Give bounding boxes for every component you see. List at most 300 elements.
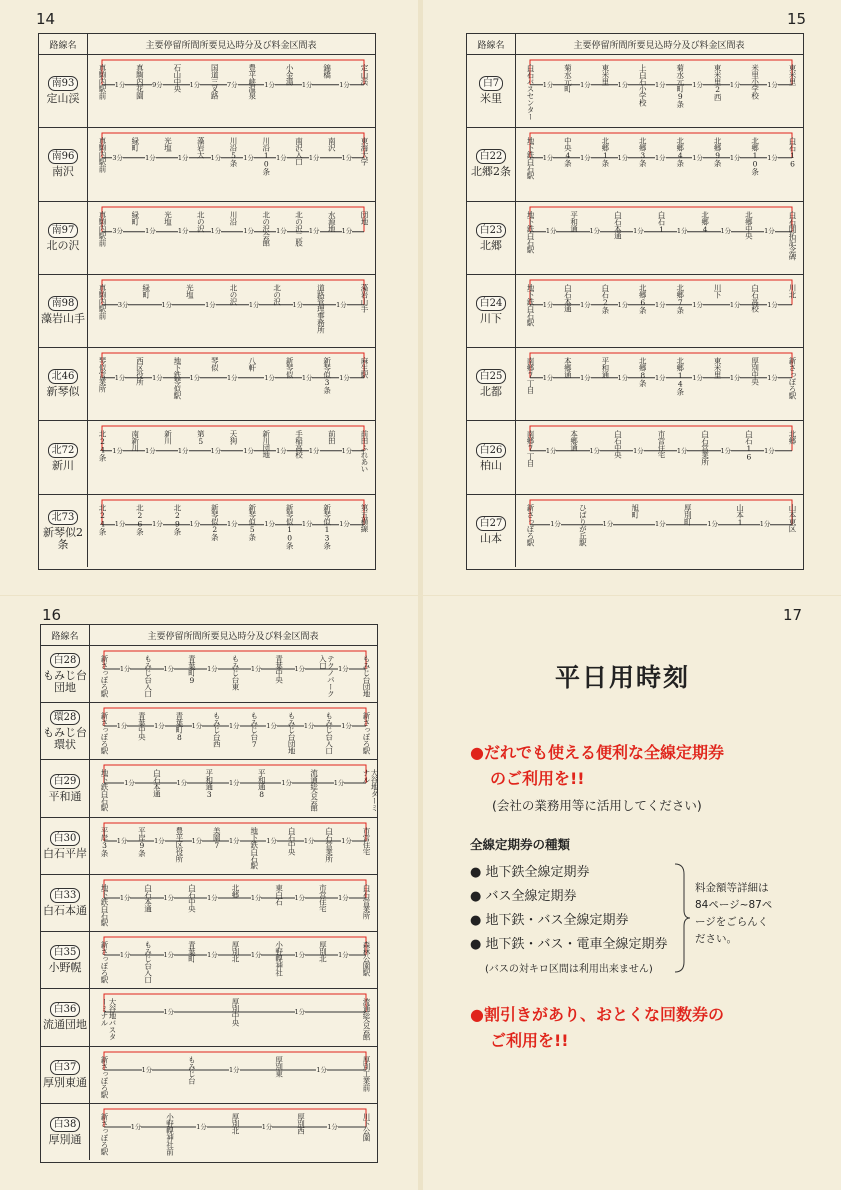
station-name: 光塩 — [163, 210, 173, 225]
page-number: 17 — [783, 606, 803, 624]
station-name: 真駒内花園 — [135, 64, 145, 99]
travel-time: 1分 — [205, 300, 216, 309]
station-name: 白石本通 — [563, 283, 573, 312]
station-name: 新さっぽろ駅 — [100, 712, 109, 755]
station-name: 東米里 — [600, 64, 610, 85]
station-name: 厚別西 — [296, 1112, 306, 1134]
station-name: 北郷8条 — [638, 357, 648, 387]
travel-time: 1分 — [692, 154, 704, 163]
travel-time: 1分 — [308, 447, 320, 456]
travel-time: 1分 — [119, 951, 131, 960]
station-name: 西区役所 — [135, 357, 145, 386]
travel-time: 1分 — [729, 373, 741, 382]
route-line — [90, 759, 379, 816]
station-name: 白石営業所 — [324, 826, 334, 862]
side-note-line: ージをごらんく — [695, 916, 769, 928]
station-name: 厚別北 — [231, 941, 240, 963]
route-code-badge: 南97 — [48, 223, 79, 238]
station-name: 緑町 — [141, 283, 151, 298]
travel-time: 1分 — [729, 300, 741, 309]
travel-time: 1分 — [250, 951, 262, 960]
station-name: 北の沢 — [272, 283, 282, 305]
route-code-badge: 白35 — [50, 945, 81, 960]
travel-time: 1分 — [341, 447, 353, 456]
station-name: 白石16 — [744, 430, 754, 462]
station-name: 小野幌神社前 — [165, 1112, 175, 1155]
pass-type-item: ● 地下鉄・バス全線定期券 — [470, 913, 629, 928]
travel-time: 1分 — [243, 227, 255, 236]
station-name: 道路管理事務所 — [316, 283, 326, 333]
travel-time: 1分 — [154, 836, 165, 845]
route-label — [41, 702, 90, 759]
station-name: 山本1 — [735, 503, 745, 527]
travel-time: 1分 — [303, 836, 315, 845]
route-diagram — [90, 759, 377, 816]
page-15 — [423, 0, 841, 595]
travel-time: 1分 — [692, 373, 704, 382]
route-code-badge: 白26 — [476, 443, 507, 458]
travel-time: 1分 — [545, 227, 557, 236]
travel-time: 1分 — [229, 722, 240, 731]
travel-time: 1分 — [542, 300, 554, 309]
travel-time: 1分 — [264, 520, 276, 529]
route-diagram — [90, 874, 377, 931]
route-label — [39, 274, 88, 347]
station-name: 平岸9条 — [137, 826, 147, 857]
station-name: 美園7 — [212, 826, 222, 850]
table-title: 主要停留所間所要見込時分及び料金区間表 — [145, 40, 317, 51]
travel-time: 1分 — [617, 154, 629, 163]
route-row — [39, 347, 375, 421]
travel-time: 1分 — [767, 300, 778, 309]
station-name: 北郷7条 — [675, 283, 685, 314]
station-name: 北の沢 — [196, 210, 206, 232]
travel-time: 1分 — [580, 373, 591, 382]
promo-line: ●割引きがあり、おとくな回数券の — [470, 1005, 724, 1024]
station-name: テクノパーク入口 — [318, 655, 336, 697]
station-name: 白石中央 — [613, 430, 623, 459]
station-name: 地下鉄琴似駅 — [172, 357, 182, 400]
travel-time: 1分 — [210, 227, 222, 236]
route-row — [41, 988, 377, 1046]
station-name: 北郷14条 — [675, 357, 685, 396]
travel-time: 1分 — [294, 893, 306, 902]
station-name: 白石16 — [788, 137, 797, 169]
table-title: 主要停留所間所要見込時分及び料金区間表 — [573, 40, 745, 51]
station-name: 北郷3条 — [638, 137, 648, 167]
station-name: 琴似 — [210, 357, 220, 372]
route-code-badge: 白30 — [50, 831, 81, 846]
travel-time: 1分 — [229, 779, 240, 788]
route-diagram — [88, 274, 375, 347]
station-name: ひばりが丘駅 — [578, 503, 588, 546]
travel-time: 1分 — [720, 227, 732, 236]
travel-time: 1分 — [243, 447, 255, 456]
route-diagram — [90, 817, 377, 874]
travel-time: 1分 — [119, 893, 131, 902]
travel-time: 1分 — [589, 227, 601, 236]
travel-time: 1分 — [301, 80, 313, 89]
station-name: 中央4条 — [563, 137, 573, 167]
route-label — [41, 759, 90, 816]
route-diagram — [90, 931, 377, 988]
route-label — [39, 420, 88, 493]
station-name: 緑町 — [130, 210, 140, 225]
station-name: 新さっぽろ駅 — [100, 655, 109, 697]
travel-time: 1分 — [764, 227, 775, 236]
route-code-badge: 白29 — [50, 774, 81, 789]
travel-time: 1分 — [177, 447, 189, 456]
travel-time: 1分 — [229, 1065, 240, 1074]
table-title: 主要停留所間所要見込時分及び料金区間表 — [147, 631, 319, 642]
route-code-badge: 白36 — [50, 1002, 81, 1017]
travel-time: 1分 — [327, 1122, 338, 1131]
travel-time: 9分 — [152, 80, 163, 89]
travel-time: 1分 — [207, 665, 218, 674]
route-label — [41, 645, 90, 702]
route-code-badge: 南93 — [48, 76, 79, 91]
travel-time: 1分 — [759, 520, 771, 529]
travel-time: 1分 — [152, 520, 163, 529]
route-name: 白石平岸 — [43, 846, 87, 860]
station-name: もみじ台団地 — [287, 712, 297, 755]
station-name: 米里小学校 — [750, 64, 760, 99]
page-title: 平日用時刻 — [555, 663, 691, 692]
station-name: 川下 — [713, 283, 723, 298]
station-name: 白石本通 — [613, 210, 623, 239]
route-name: 厚別通 — [48, 1132, 82, 1146]
route-label — [39, 127, 88, 200]
travel-time: 1分 — [633, 227, 644, 236]
travel-time: 1分 — [729, 80, 741, 89]
travel-time: 1分 — [145, 227, 156, 236]
travel-time: 1分 — [720, 447, 732, 456]
travel-time: 1分 — [580, 300, 591, 309]
route-label — [41, 931, 90, 988]
station-name: 真駒内駅前 — [98, 64, 107, 99]
travel-time: 1分 — [617, 300, 629, 309]
station-name: 市営住宅 — [318, 883, 328, 912]
travel-time: 1分 — [264, 373, 276, 382]
station-name: 厚別北 — [318, 941, 328, 963]
travel-time: 1分 — [617, 80, 629, 89]
station-name: 新さっぽろ駅 — [100, 1055, 109, 1098]
side-note-line: 84ページ~87ペ — [695, 899, 773, 911]
station-name: 白石1 — [657, 210, 666, 234]
travel-time: 1分 — [339, 80, 350, 89]
page-number: 16 — [42, 606, 62, 624]
station-name: 北郷 — [788, 430, 797, 445]
travel-time: 1分 — [341, 722, 352, 731]
travel-time: 1分 — [250, 665, 262, 674]
travel-time: 1分 — [633, 447, 644, 456]
travel-time: 1分 — [542, 373, 554, 382]
station-name: 地下鉄白石駅 — [526, 283, 535, 326]
route-code-badge: 白25 — [476, 369, 507, 384]
station-name: 白石中央 — [287, 826, 297, 855]
route-label — [467, 127, 516, 200]
station-name: もみじ台団地 — [362, 655, 371, 697]
station-name: 北24条 — [98, 503, 107, 535]
station-name: 厚別東 — [274, 1055, 284, 1077]
station-name: 平和通 — [569, 210, 579, 232]
station-name: 光塩 — [163, 137, 173, 152]
station-name: 新さっぽろ駅 — [362, 712, 371, 755]
route-label — [41, 988, 90, 1045]
travel-time: 1分 — [676, 227, 688, 236]
station-name: 水源地 — [327, 210, 337, 232]
page-number: 14 — [36, 10, 56, 28]
travel-time: 1分 — [655, 80, 666, 89]
route-row — [467, 420, 803, 494]
route-code-badge: 白7 — [479, 76, 503, 91]
route-diagram — [516, 494, 803, 567]
station-name: 森林公園駅 — [362, 941, 371, 977]
route-label — [467, 494, 516, 567]
station-name: 新さっぽろ駅 — [526, 503, 535, 546]
travel-time: 7分 — [227, 80, 238, 89]
station-name: 緑町 — [130, 137, 140, 152]
station-name: 新琴似5条 — [247, 503, 257, 541]
station-name: 豊平区役所 — [174, 826, 184, 862]
station-name: 厚別町 — [683, 503, 693, 525]
route-line — [90, 874, 376, 931]
travel-time: 1分 — [114, 520, 126, 529]
route-name: もみじ台環状 — [43, 726, 87, 752]
station-name: 本郷通 — [569, 430, 579, 452]
travel-time: 1分 — [124, 779, 135, 788]
station-name: 旭町 — [630, 503, 640, 518]
travel-time: 1分 — [227, 373, 238, 382]
station-name: 青葉中央 — [137, 712, 147, 741]
route-row — [467, 201, 803, 275]
route-name: 新川 — [52, 458, 74, 472]
station-name: 厚別中央 — [750, 357, 760, 386]
route-diagram — [90, 988, 377, 1045]
travel-time: 1分 — [303, 722, 315, 731]
travel-time: 1分 — [163, 665, 175, 674]
travel-time: 1分 — [145, 154, 156, 163]
station-name: 新さっぽろ駅 — [100, 1112, 109, 1155]
travel-time: 1分 — [580, 154, 591, 163]
station-name: 東海大学 — [360, 137, 369, 166]
travel-time: 1分 — [250, 893, 262, 902]
station-name: 白石バスセンター — [526, 64, 535, 120]
station-name: 南郷7丁目 — [526, 357, 535, 394]
route-code-badge: 白38 — [50, 1117, 81, 1132]
station-name: 北の沢 — [229, 283, 238, 305]
station-name: 白石高校 — [750, 283, 760, 312]
travel-time: 1分 — [276, 447, 287, 456]
station-name: 平和通8 — [257, 769, 267, 799]
travel-time: 1分 — [176, 779, 188, 788]
station-name: 白石2条 — [600, 283, 610, 314]
route-row — [41, 645, 377, 703]
station-name: 地下鉄白石駅 — [100, 769, 109, 812]
travel-time: 1分 — [229, 836, 240, 845]
route-name: 南沢 — [52, 165, 74, 179]
route-row — [41, 759, 377, 817]
route-diagram — [516, 54, 803, 127]
travel-time: 1分 — [294, 951, 306, 960]
route-row — [467, 347, 803, 421]
station-name: 北の沢会館 — [261, 210, 271, 246]
station-name: 北29条 — [172, 503, 182, 535]
travel-time: 1分 — [545, 447, 557, 456]
travel-time: 1分 — [152, 373, 163, 382]
travel-time: 1分 — [196, 1122, 207, 1131]
station-name: 北郷9条 — [713, 137, 723, 167]
route-label — [39, 201, 88, 274]
route-code-badge: 北73 — [48, 510, 79, 525]
travel-time: 1分 — [333, 779, 345, 788]
station-name: 東米里 — [788, 64, 797, 85]
travel-time: 3分 — [112, 154, 124, 163]
station-name: 天狗 — [229, 430, 238, 445]
travel-time: 1分 — [542, 80, 554, 89]
route-row — [41, 702, 377, 760]
station-name: 真駒内駅前 — [98, 283, 107, 319]
route-table — [40, 624, 378, 1163]
travel-time: 1分 — [341, 836, 352, 845]
station-name: 川沿 — [229, 210, 238, 225]
station-name: 新さっぽろ駅 — [788, 357, 797, 400]
station-name: もみじ台7 — [249, 712, 259, 749]
station-name: 石山中央 — [172, 64, 182, 92]
travel-time: 1分 — [266, 836, 278, 845]
station-name: 南沢 — [327, 137, 337, 152]
travel-time: 1分 — [276, 227, 287, 236]
route-name: 平和通 — [48, 789, 82, 803]
travel-time: 3分 — [117, 300, 129, 309]
station-name: 新川 — [163, 430, 173, 445]
station-name: 上白石小学校 — [638, 64, 648, 106]
route-row — [39, 274, 375, 348]
route-row — [467, 274, 803, 348]
route-diagram — [516, 420, 803, 493]
route-row — [39, 54, 375, 128]
travel-time: 1分 — [767, 80, 778, 89]
route-name: 藻岩山手 — [41, 311, 85, 325]
route-code-badge: 白24 — [476, 296, 507, 311]
route-name: 厚別東通 — [43, 1075, 87, 1089]
travel-time: 1分 — [145, 447, 156, 456]
travel-time: 1分 — [602, 520, 614, 529]
route-diagram — [88, 494, 375, 567]
station-name: 川沿5条 — [229, 137, 238, 167]
route-diagram — [88, 127, 375, 200]
travel-time: 1分 — [301, 520, 313, 529]
route-name: 柏山 — [480, 458, 502, 472]
station-name: 前田ふれあい — [360, 430, 369, 473]
route-diagram — [88, 54, 375, 127]
travel-time: 1分 — [189, 520, 201, 529]
station-name: 南沢入口 — [294, 137, 304, 166]
route-code-badge: 白23 — [476, 223, 507, 238]
travel-time: 1分 — [542, 154, 554, 163]
route-row — [41, 931, 377, 989]
promo-line: ご利用を!! — [490, 1031, 569, 1050]
route-row — [41, 817, 377, 875]
route-name: 川下 — [480, 311, 502, 325]
travel-time: 1分 — [655, 300, 666, 309]
route-diagram — [516, 274, 803, 347]
route-name: 北都 — [480, 385, 502, 399]
travel-time: 1分 — [764, 447, 775, 456]
station-name: 北郷6条 — [638, 283, 648, 314]
travel-time: 1分 — [336, 300, 347, 309]
route-name: 新琴似 — [46, 385, 80, 399]
route-label — [39, 347, 88, 420]
station-name: 定山渓 — [360, 64, 369, 85]
station-name: 東白石 — [274, 883, 284, 905]
route-diagram — [88, 347, 375, 420]
travel-time: 1分 — [767, 373, 778, 382]
types-note: (バスの対キロ区間は利用出来ません) — [485, 964, 653, 975]
travel-time: 1分 — [191, 836, 203, 845]
station-name: 地下鉄白石駅 — [526, 210, 535, 253]
station-name: 菊水元町9条 — [675, 64, 685, 108]
travel-time: 1分 — [292, 300, 304, 309]
station-name: 平和通3 — [204, 769, 214, 799]
route-diagram — [516, 127, 803, 200]
route-row — [467, 127, 803, 201]
travel-time: 1分 — [550, 520, 561, 529]
station-name: もみじ台入口 — [143, 655, 153, 697]
station-name: 東米里 — [713, 357, 723, 379]
travel-time: 1分 — [655, 373, 666, 382]
travel-time: 1分 — [338, 893, 349, 902]
station-name: 新琴似13条 — [322, 503, 332, 549]
station-name: 藻岩山手 — [360, 283, 369, 312]
station-name: 流通総合会館 — [362, 998, 371, 1041]
station-name: 青葉町8 — [174, 712, 184, 742]
station-name: 北郷10条 — [750, 137, 760, 176]
station-name: 白石営業所 — [700, 430, 710, 466]
travel-time: 1分 — [308, 154, 320, 163]
route-code-badge: 南98 — [48, 296, 79, 311]
station-name: もみじ台入口 — [324, 712, 334, 755]
travel-time: 1分 — [338, 951, 349, 960]
station-name: 第五横線 — [360, 503, 369, 532]
promo-subnote: (会社の業務用等に活用してください) — [492, 798, 702, 813]
route-code-badge: 白27 — [476, 516, 507, 531]
travel-time: 1分 — [676, 447, 688, 456]
page-number: 15 — [787, 10, 807, 28]
route-name: 流通団地 — [43, 1018, 87, 1032]
table-header — [41, 625, 377, 646]
travel-time: 1分 — [189, 80, 201, 89]
station-name: 錦橋 — [322, 64, 332, 78]
route-code-badge: 北46 — [48, 369, 79, 384]
route-row — [39, 127, 375, 201]
station-name: 南郷7丁目 — [526, 430, 535, 467]
side-note-line: 料金額等詳細は — [695, 882, 769, 894]
travel-time: 1分 — [589, 447, 601, 456]
station-name: 北郷4 — [700, 210, 710, 234]
station-name: 厚別中央 — [231, 998, 240, 1027]
route-name: もみじ台団地 — [43, 669, 87, 695]
route-diagram — [516, 201, 803, 274]
station-name: 北郷 — [231, 883, 240, 898]
station-name: 青葉町9 — [187, 655, 197, 685]
route-code-badge: 南96 — [48, 149, 79, 164]
station-name: もみじ台東 — [231, 655, 240, 690]
route-name: 北郷2条 — [471, 165, 511, 179]
station-name: 市営住宅 — [657, 430, 666, 459]
route-column-header: 路線名 — [39, 34, 88, 54]
travel-time: 1分 — [210, 447, 222, 456]
